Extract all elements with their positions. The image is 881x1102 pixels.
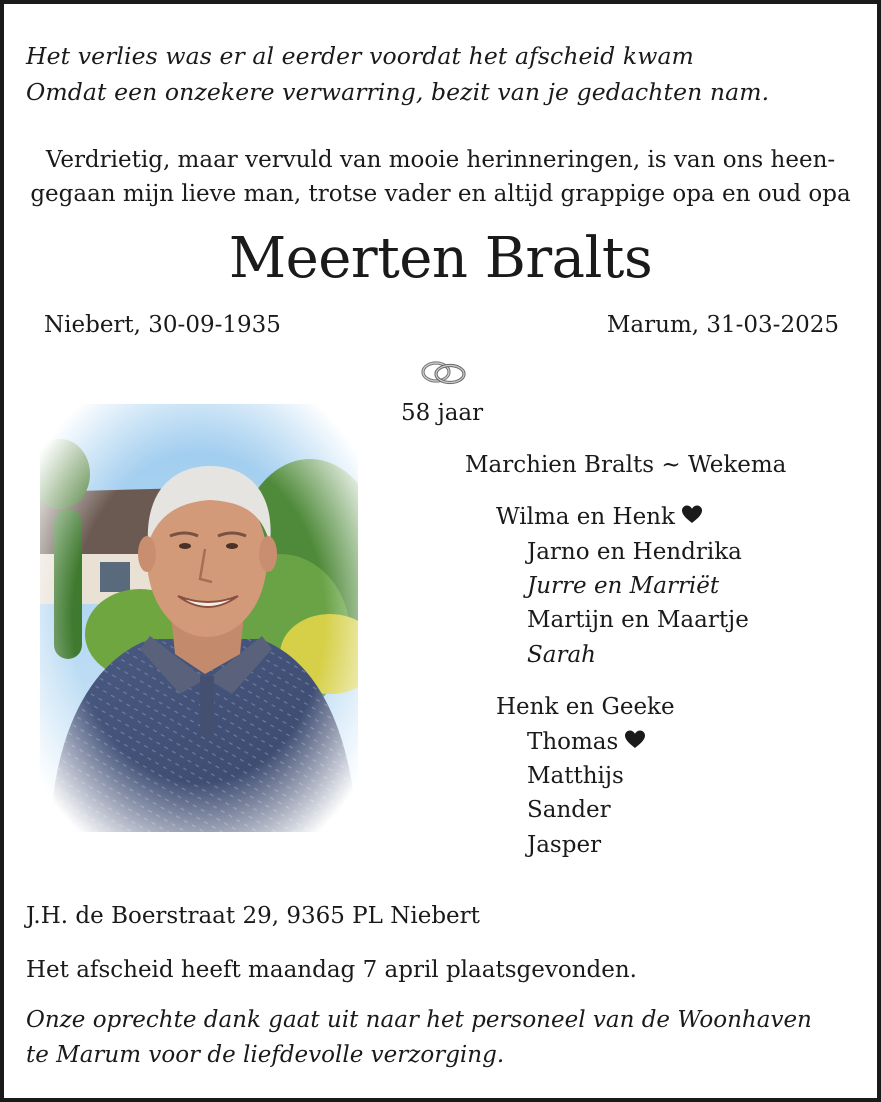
portrait-photo <box>40 404 358 832</box>
thanks-line-2: te Marum voor de liefdevolle verzorging. <box>26 1042 505 1068</box>
death-place-date: Marum, 31-03-2025 <box>606 312 839 338</box>
spouse-name: Marchien Bralts ~ Wekema <box>465 452 787 478</box>
deceased-name: Meerten Bralts <box>228 226 653 291</box>
great-grandchild-line: Jurre en Marriët <box>527 573 720 599</box>
child-couple-1-name: Wilma en Henk <box>496 504 675 530</box>
grandchild-line: Matthijs <box>527 763 624 789</box>
thanks-line-1: Onze oprechte dank gaat uit naar het personeel van de Woonhaven <box>26 1007 812 1033</box>
farewell-text: Het afscheid heeft maandag 7 april plaatsgevonden. <box>26 957 637 983</box>
grandchild-line: Sander <box>527 797 611 823</box>
heart-icon <box>624 730 646 749</box>
address: J.H. de Boerstraat 29, 9365 PL Niebert <box>26 903 480 929</box>
poem-line-1: Het verlies was er al eerder voordat het afscheid kwam <box>26 42 694 70</box>
intro-line-1: Verdrietig, maar vervuld van mooie herinneringen, is van ons heen- <box>45 147 836 173</box>
wedding-rings-icon <box>416 357 472 391</box>
child-couple-2-name: Henk en Geeke <box>496 694 675 720</box>
grandchild-line: Jarno en Hendrika <box>527 539 742 565</box>
intro-line-2: gegaan mijn lieve man, trotse vader en altijd grappige opa en oud opa <box>30 181 851 207</box>
grandchild-name: Thomas <box>527 729 619 755</box>
grandchild-line: Martijn en Maartje <box>527 607 749 633</box>
grandchild-line <box>527 729 646 755</box>
child-couple-1 <box>496 504 703 530</box>
poem-line-2: Omdat een onzekere verwarring, bezit van je gedachten nam. <box>26 78 770 106</box>
heart-icon <box>681 505 703 524</box>
birth-place-date: Niebert, 30-09-1935 <box>44 312 281 338</box>
grandchild-line: Jasper <box>527 832 602 858</box>
marriage-years: 58 jaar <box>401 400 484 426</box>
great-grandchild-line: Sarah <box>527 642 596 668</box>
